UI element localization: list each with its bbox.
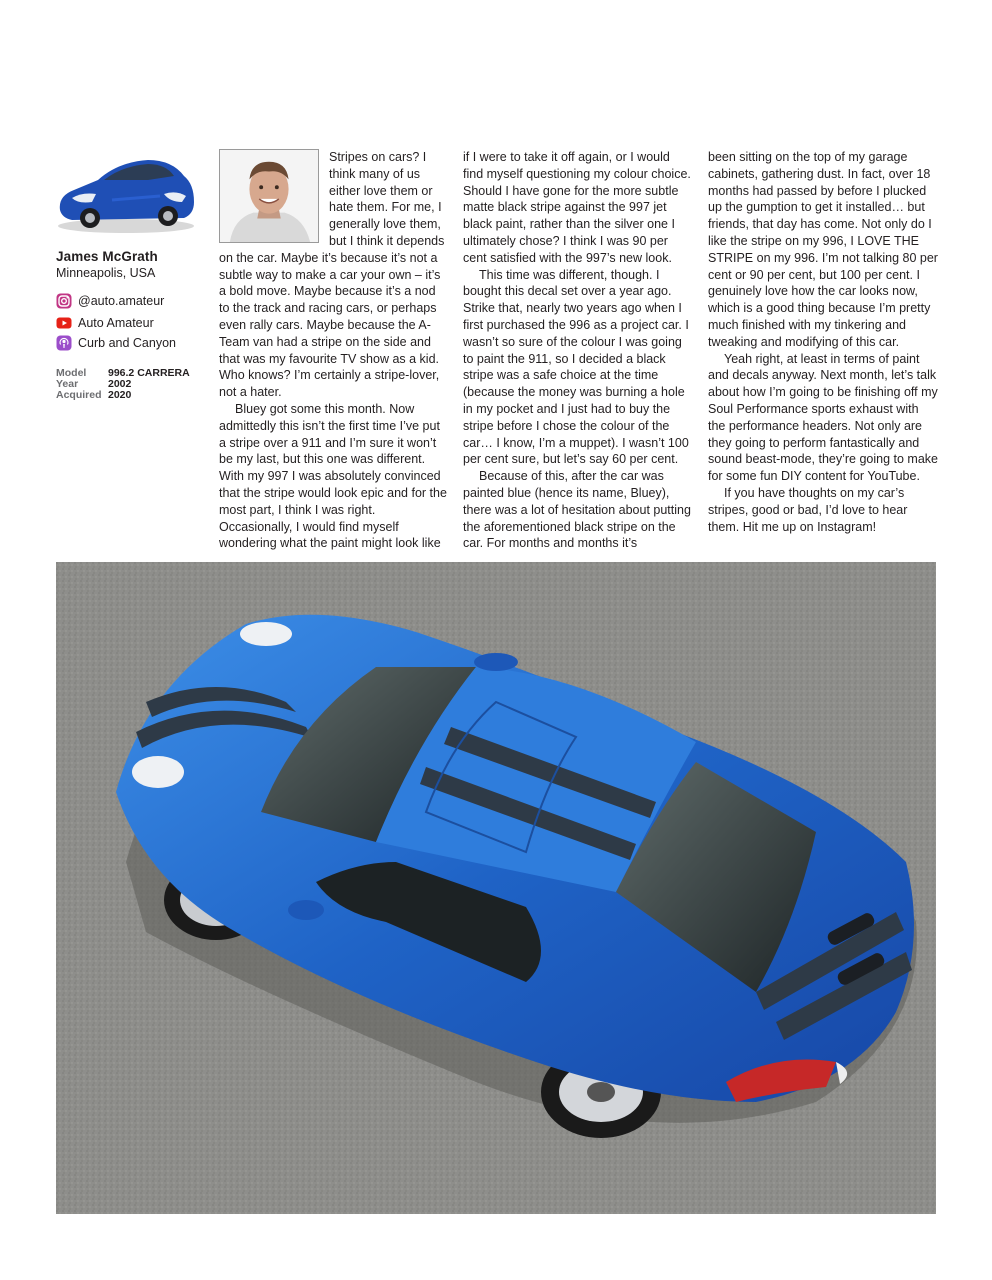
spec-row [56, 390, 131, 402]
article-column-3 [708, 149, 938, 535]
spec-key: Model [56, 367, 87, 379]
article-column-1 [219, 149, 447, 552]
paragraph: Stripes on cars? I think many of us either love them or hate them. For me, I generally love them, but I think it depends on the car. Maybe it’s because it’s not a subtle way to make a car your own – it’s a bold move. Maybe because it’s a nod to the track and racing cars, or perhaps even rally cars. Maybe because the A-Team van had a stripe on the side and that was my favourite TV show as a kid. Who knows? I’m certainly a stripe-lover, not a hater. [219, 150, 445, 400]
social-podcast [56, 334, 176, 352]
paragraph: If you have thoughts on my car’s stripes, good or bad, I’d love to hear them. Hit me up on Instagram! [708, 485, 908, 534]
spec-key: Year [56, 378, 79, 390]
paragraph: This time was different, though. I bought this decal set over a year ago. Strike that, nearly two years ago when I first purchased the 996 as a project car. I wasn’t so sure of the colour I was going to paint the 911, so I decided a black stripe was a safe choice at the time (because the money was burning a hole in my pocket and I just had to buy the stripe before I chose the colour of the car… I know, I’m a muppet). I wasn’t 100 per cent sure, but let’s say 60 per cent. [463, 267, 689, 467]
paragraph: Yeah right, at least in terms of paint and decals anyway. Next month, let’s talk about how I’m going to be finishing off my Soul Performance sports exhaust with the performance headers. Not only are they going to perform fantastically and sound beast-mode, they’re going to make for some fun DIY content for YouTube. [708, 351, 938, 484]
paragraph: Bluey got some this month. Now admittedly this isn’t the first time I’ve put a stripe over a 911 and I’m sure it won’t be my last, but this one was different. With my 997 I was absolutely convinced that the stripe would look epic and for the most part, I think I was right. Occasionally, I would find myself wondering what the paint might look like [219, 401, 447, 551]
author-portrait [219, 149, 319, 243]
youtube-icon [56, 315, 72, 331]
spec-value: 2002 [108, 378, 132, 390]
spec-key: Acquired [56, 389, 102, 401]
spec-value: 2020 [108, 389, 132, 401]
podcast-icon [56, 335, 72, 351]
paragraph: been sitting on the top of my garage cabinets, gathering dust. In fact, over 18 months had passed by before I plucked up the gumption to get it installed… but friends, that day has come. Not only do I like the stripe on my 996, I LOVE THE STRIPE on my 996. I’m not talking 80 per cent or 90 per cent, but 100 per cent. I genuinely love how the car looks now, which is a good thing because I’m pretty much finished with my tinkering and tweaking and modifying of this car. [708, 150, 938, 349]
author-name: James McGrath [56, 249, 158, 264]
car-thumbnail [52, 150, 200, 238]
spec-value: 996.2 CARRERA [108, 367, 190, 379]
social-label: Curb and Canyon [78, 336, 176, 350]
instagram-icon [56, 293, 72, 309]
author-location: Minneapolis, USA [56, 266, 156, 280]
main-car-photo [56, 562, 936, 1214]
social-instagram [56, 292, 164, 310]
paragraph: Because of this, after the car was painted blue (hence its name, Bluey), there was a lot of hesitation about putting the aforementioned black stripe on the car. For months and months it’s [463, 469, 691, 551]
paragraph: if I were to take it off again, or I would find myself questioning my colour choice. Should I have gone for the more subtle matte black stripe against the 997 jet black paint, rather than the silver one I ultimately chose? I think I was 90 per cent satisfied with the 997’s new look. [463, 150, 691, 265]
social-youtube [56, 314, 154, 332]
social-label: Auto Amateur [78, 316, 154, 330]
social-label: @auto.amateur [78, 294, 165, 308]
article-column-2 [463, 149, 693, 552]
